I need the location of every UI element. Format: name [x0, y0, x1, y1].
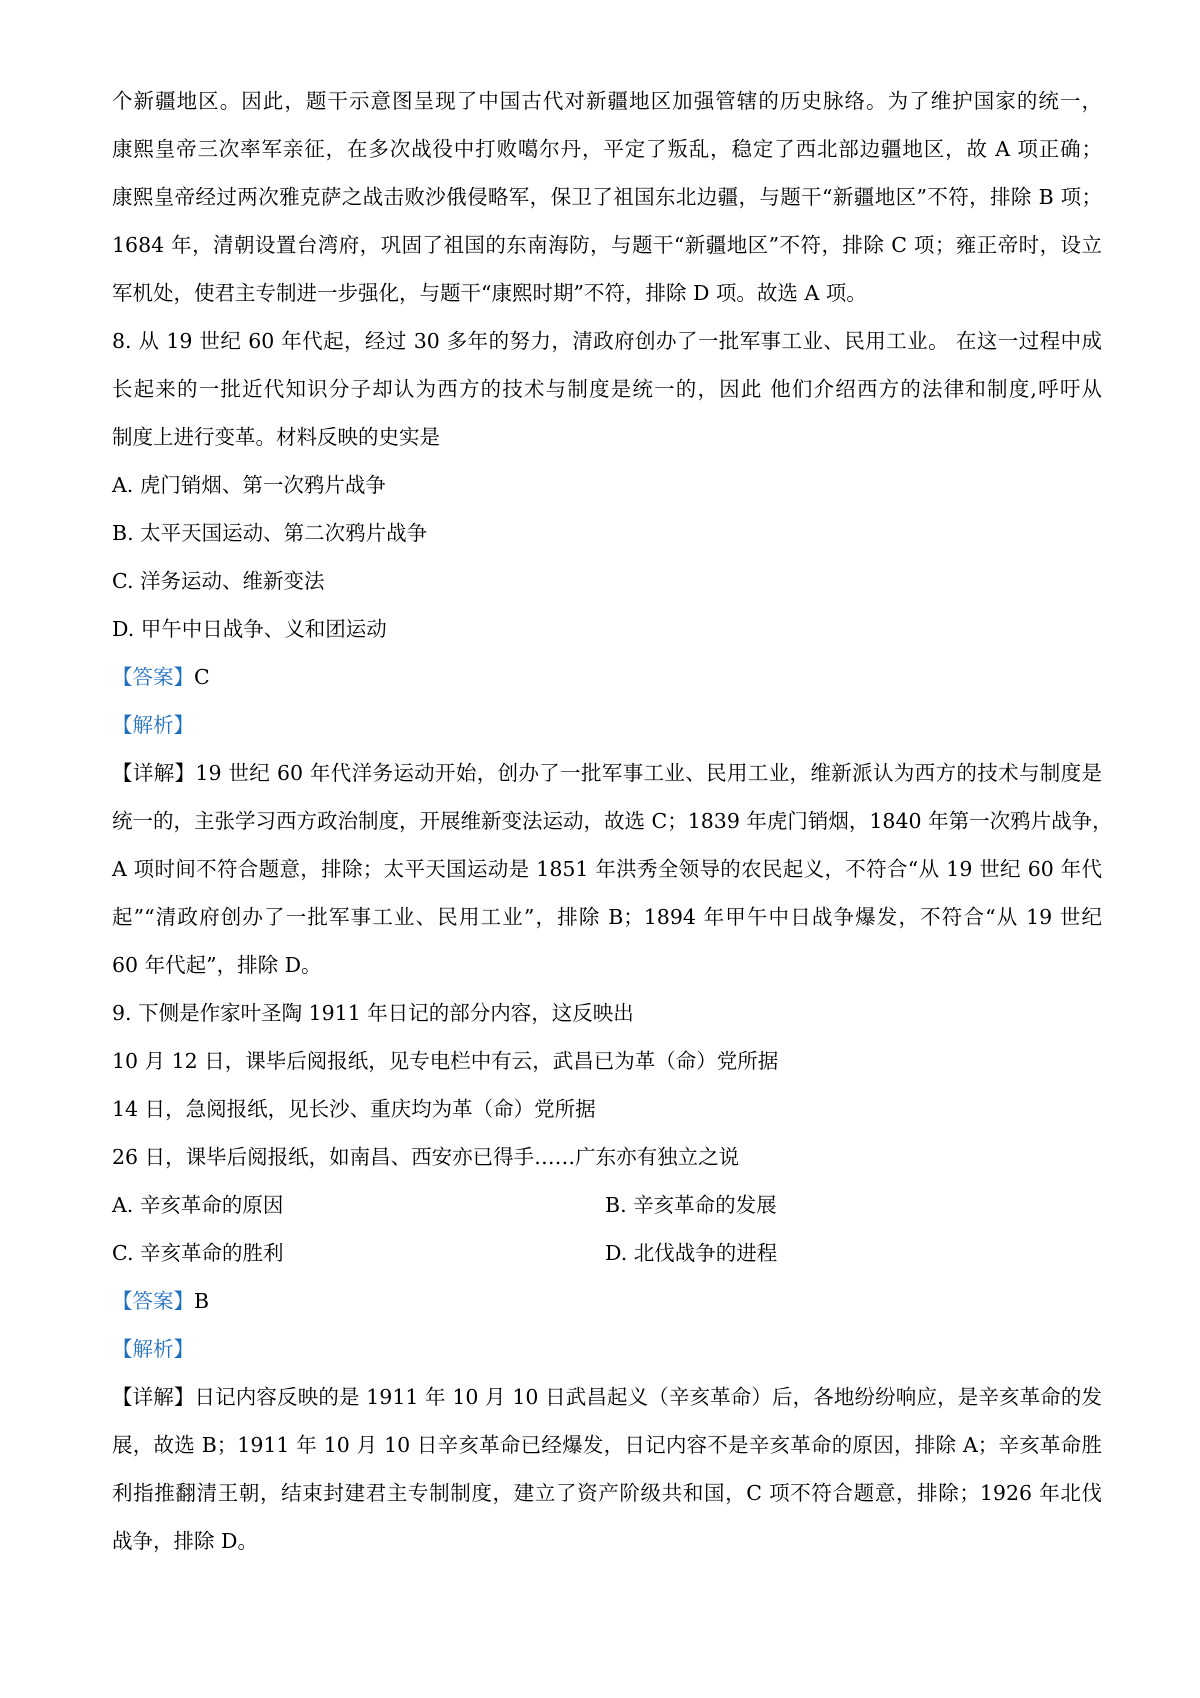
q9-diary-line: 10 月 12 日，课毕后阅报纸，见专电栏中有云，武昌已为革（命）党所据 — [112, 1049, 779, 1073]
q9-options-row — [112, 1238, 1102, 1268]
detail-text: 日记内容反映的是 1911 年 10 月 10 日武昌起义（辛亥革命）后，各地纷纷响应，是辛亥革命的发 — [194, 1385, 1102, 1409]
q9-diary-line: 26 日，课毕后阅报纸，如南昌、西安亦已得手……广东亦有独立之说 — [112, 1145, 740, 1169]
q8-analysis-heading — [112, 710, 1102, 740]
q9-stem: 9. 下侧是作家叶圣陶 1911 年日记的部分内容，这反映出 — [112, 1001, 634, 1025]
q9-option-a: A. 辛亥革命的原因 — [112, 1193, 284, 1217]
q9-option-d: D. 北伐战争的进程 — [605, 1241, 778, 1265]
analysis-line: 康熙皇帝经过两次雅克萨之战击败沙俄侵略军，保卫了祖国东北边疆，与题干“新疆地区”不符，排除 B 项； — [112, 185, 1102, 209]
q9-option-c: C. 辛亥革命的胜利 — [112, 1241, 284, 1265]
q8-stem-line: 制度上进行变革。材料反映的史实是 — [112, 425, 440, 449]
analysis-label: 【解析】 — [112, 713, 194, 737]
q8-detail-line: 统一的，主张学习西方政治制度，开展维新变法运动，故选 C；1839 年虎门销烟，1840 年第一次鸦片战争， — [112, 809, 1113, 833]
q9-answer — [112, 1286, 1102, 1316]
q9-detail-line: 利指推翻清王朝，结束封建君主专制制度，建立了资产阶级共和国，C 项不符合题意，排除；1926 年北伐 — [112, 1481, 1102, 1505]
q8-detail-line: 60 年代起”，排除 D。 — [112, 953, 322, 977]
detail-label: 【详解】 — [112, 761, 196, 785]
analysis-line: 个新疆地区。因此，题干示意图呈现了中国古代对新疆地区加强管辖的历史脉络。为了维护国家的统一， — [112, 89, 1102, 113]
q9-detail-line: 战争，排除 D。 — [112, 1529, 258, 1553]
q9-detail-line: 展，故选 B；1911 年 10 月 10 日辛亥革命已经爆发，日记内容不是辛亥革命的原因，排除 A；辛亥革命胜 — [112, 1433, 1102, 1457]
answer-value: B — [194, 1289, 210, 1313]
q8-answer — [112, 662, 1102, 692]
q8-option-d: D. 甲午中日战争、义和团运动 — [112, 617, 387, 641]
q9-detail-line — [112, 1382, 1102, 1412]
q8-stem-line: 8. 从 19 世纪 60 年代起，经过 30 多年的努力，清政府创办了一批军事工业、民用工业。 在这一过程中成 — [112, 329, 1102, 353]
q8-detail-line — [112, 758, 1102, 788]
analysis-label: 【解析】 — [112, 1337, 194, 1361]
analysis-line: 1684 年，清朝设置台湾府，巩固了祖国的东南海防，与题干“新疆地区”不符，排除 C 项；雍正帝时，设立 — [112, 233, 1102, 257]
q9-options-row — [112, 1190, 1102, 1220]
q9-diary-line: 14 日，急阅报纸，见长沙、重庆均为革（命）党所据 — [112, 1097, 596, 1121]
answer-value: C — [194, 665, 210, 689]
q8-option-c: C. 洋务运动、维新变法 — [112, 569, 325, 593]
detail-text: 19 世纪 60 年代洋务运动开始，创办了一批军事工业、民用工业，维新派认为西方的技术与制度是 — [195, 761, 1103, 785]
q8-detail-line: 起”“清政府创办了一批军事工业、民用工业”，排除 B；1894 年甲午中日战争爆发，不符合“从 19 世纪 — [112, 905, 1102, 929]
q9-analysis-heading — [112, 1334, 1102, 1364]
answer-label: 【答案】 — [112, 1289, 194, 1313]
answer-label: 【答案】 — [112, 665, 194, 689]
analysis-line: 军机处，使君主专制进一步强化，与题干“康熙时期”不符，排除 D 项。故选 A 项。 — [112, 281, 867, 305]
q8-detail-line: A 项时间不符合题意，排除；太平天国运动是 1851 年洪秀全领导的农民起义，不符合“从 19 世纪 60 年代 — [112, 857, 1102, 881]
analysis-line: 康熙皇帝三次率军亲征，在多次战役中打败噶尔丹，平定了叛乱，稳定了西北部边疆地区，故 A 项正确； — [112, 137, 1102, 161]
q8-option-b: B. 太平天国运动、第二次鸦片战争 — [112, 521, 428, 545]
q9-option-b: B. 辛亥革命的发展 — [605, 1193, 777, 1217]
detail-label: 【详解】 — [112, 1385, 195, 1409]
q8-stem-line: 长起来的一批近代知识分子却认为西方的技术与制度是统一的，因此 他们介绍西方的法律和制度,呼吁从 — [112, 377, 1102, 401]
q8-option-a: A. 虎门销烟、第一次鸦片战争 — [112, 473, 386, 497]
